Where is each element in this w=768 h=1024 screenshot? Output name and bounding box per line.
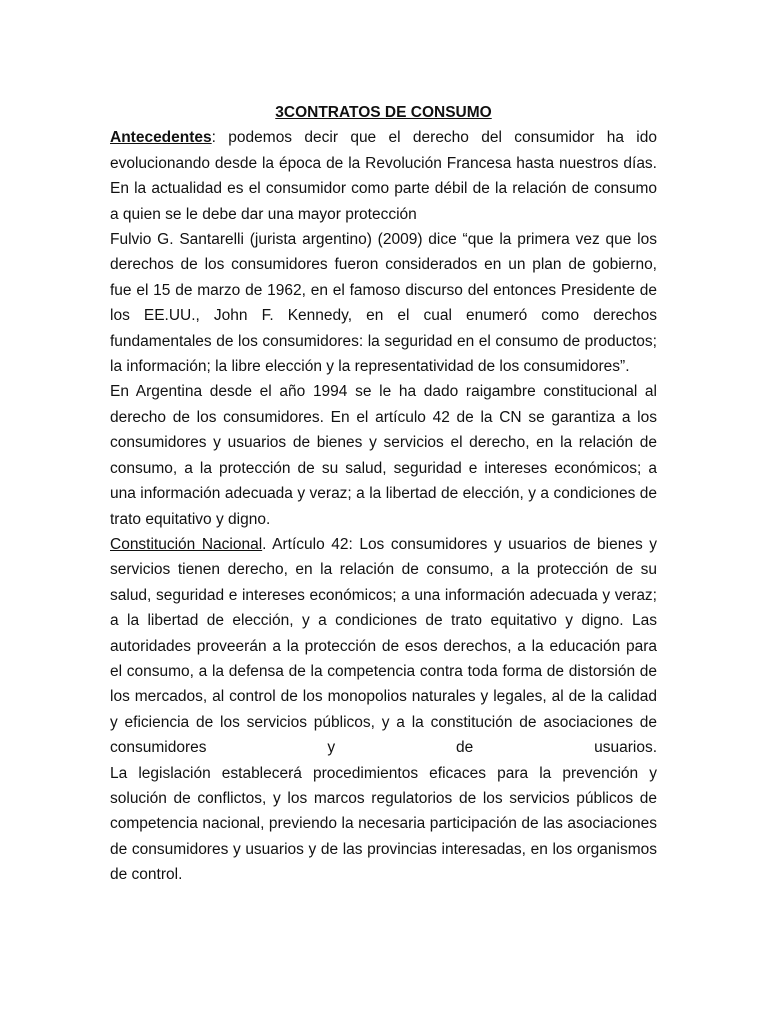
- constitucion-heading-suffix: .: [262, 535, 273, 553]
- document-title: 3CONTRATOS DE CONSUMO: [275, 104, 492, 121]
- constitucion-text: Artículo 42: Los consumidores y usuarios de bienes y servicios tienen derecho, en la relación de consumo, a la protección de su salud, seguridad e intereses económicos; a una información adecuada y veraz; a la libertad de elección, y a condiciones de trato equitativo y digno. Las autoridades proveerán a la protección de esos derechos, a la educación para el consumo, a la defensa de la competencia contra toda forma de distorsión de los mercados, al control de los monopolios naturales y legales, al de la calidad y eficiencia de los servicios públicos, y a la constitución de asociaciones de consumidores y de usuarios.: [110, 535, 658, 757]
- document-page: [110, 100, 657, 888]
- antecedentes-heading: Antecedentes: [110, 129, 212, 147]
- paragraph-legislacion: La legislación establecerá procedimientos eficaces para la prevención y solución de conflictos, y los marcos regulatorios de los servicios públicos de competencia nacional, previendo la necesaria participación de las asociaciones de consumidores y usuarios y de las provincias interesadas, en los organismos de control.: [110, 764, 657, 884]
- antecedentes-text: podemos decir que el derecho del consumidor ha ido evolucionando desde la época de la Revolución Francesa hasta nuestros días. En la actualidad es el consumidor como parte débil de la relación de consumo a quien se le debe dar una mayor protección: [110, 129, 657, 223]
- constitucion-heading: Constitución Nacional: [110, 535, 263, 553]
- paragraph-argentina: En Argentina desde el año 1994 se le ha dado raigambre constitucional al derecho de los consumidores. En el artículo 42 de la CN se garantiza a los consumidores y usuarios de bienes y servicios el derecho, en la relación de consumo, a la protección de su salud, seguridad e intereses económicos; a una información adecuada y veraz; a la libertad de elección, y a condiciones de trato equitativo y digno.: [110, 383, 657, 528]
- paragraph-constitucion: [110, 532, 657, 761]
- paragraph-santarelli: Fulvio G. Santarelli (jurista argentino) (2009) dice “que la primera vez que los derechos de los consumidores fueron considerados en un plan de gobierno, fue el 15 de marzo de 1962, en el famoso discurso del entonces Presidente de los EE.UU., John F. Kennedy, en el cual enumeró como derechos fundamentales de los consumidores: la seguridad en el consumo de productos; la información; la libre elección y la representatividad de los consumidores”.: [110, 231, 657, 376]
- paragraph-antecedentes: [110, 125, 657, 227]
- antecedentes-heading-suffix: :: [211, 129, 229, 147]
